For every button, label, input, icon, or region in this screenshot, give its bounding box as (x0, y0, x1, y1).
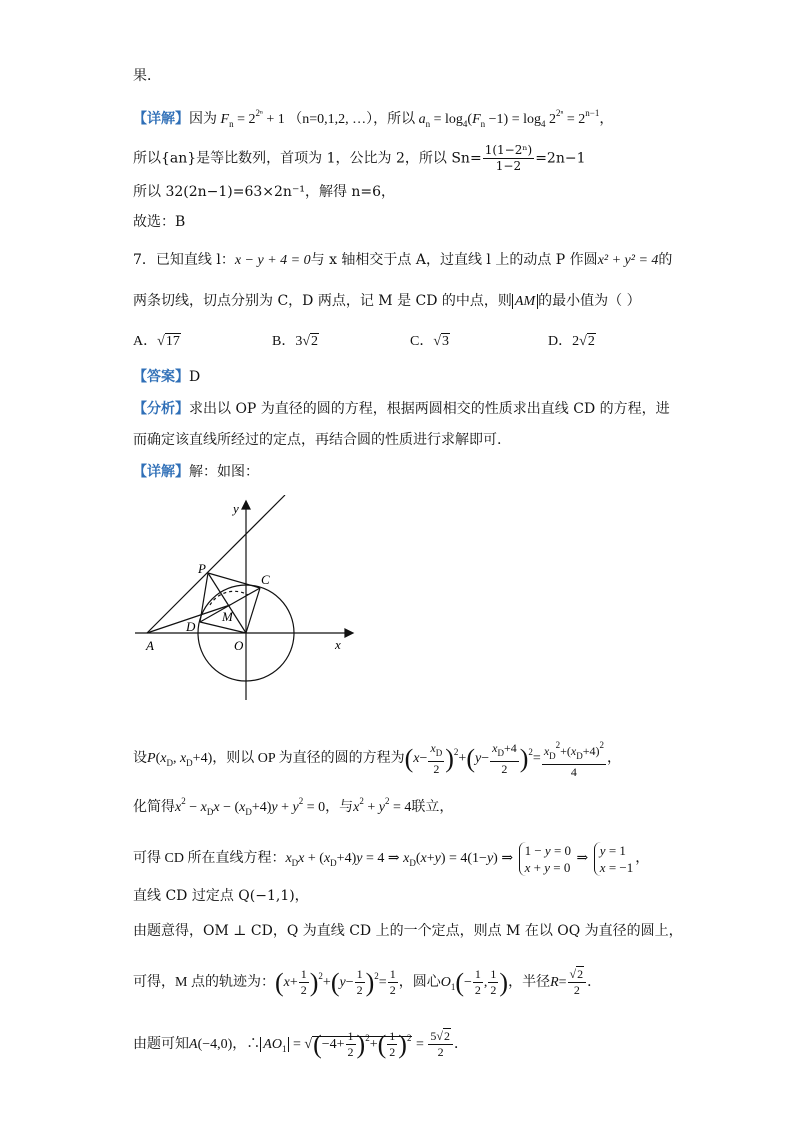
label-x: x (335, 637, 341, 652)
question-7: 7．已知直线 l：x − y + 4 = 0与 x 轴相交于点 A，过直线 l 上的动点 P 作圆x² + y² = 4的 (133, 252, 673, 268)
step-5: 由题意得，OM ⊥ CD，Q 为直线 CD 上的一个定点，则点 M 在以 OQ 为直径的圆上， (133, 923, 683, 939)
label-p: P (198, 561, 206, 576)
label-a: A (146, 638, 154, 653)
text-line: 果． (133, 68, 161, 84)
step-3: 可得 CD 所在直线方程：$x_Dx + (x_D+4)y = 4$ ⇒ $x_D(x+y) = 4(1-y)$ ⇒ 1 − y = 0 x + y = 0 ⇒ y = 1 x = −1， (133, 843, 650, 875)
option-a: A．√17 (133, 334, 180, 349)
text-line: 故选：B (133, 214, 186, 230)
x-axis-arrow (345, 629, 353, 637)
detail-head: 【详解】解：如图： (133, 464, 259, 480)
analysis-line: 【分析】求出以 OP 为直径的圆的方程，根据两圆相交的性质求出直线 CD 的方程，进 (133, 401, 670, 417)
label-y: y (233, 501, 239, 516)
question-7-line2: 两条切线，切点分别为 C，D 两点，记 M 是 CD 的中点，则 AM 的最小值为（ ） (133, 293, 641, 309)
detail-tag: 【详解】 (133, 112, 189, 127)
geometry-figure (130, 495, 360, 710)
step-4: 直线 CD 过定点 Q(−1,1)， (133, 888, 309, 904)
text-line: 所以 32(2n−1)=63×2n⁻¹，解得 n=6， (133, 184, 396, 200)
text-line: 所以{an}是等比数列，首项为 1，公比为 2，所以 Sn= $\frac{\text{1(1−2ⁿ)}}{1-2}$ =2n−1 (133, 143, 586, 173)
analysis-line-2: 而确定该直线所经过的定点，再结合圆的性质进行求解即可. (133, 432, 502, 448)
option-b: B．3√2 (272, 334, 319, 349)
answer-line: 【答案】D (133, 369, 201, 385)
step-2: 化简得$x^2 - x_Dx - (x_D+4)y + y^2 = 0$，与$x^2 + y^2 = 4$联立， (133, 796, 454, 817)
label-o: O (234, 638, 244, 653)
option-d: D．2√2 (548, 334, 595, 349)
label-d: D (186, 619, 196, 634)
option-c: C．√3 (410, 334, 450, 349)
step-6: 可得，M 点的轨迹为：(x+ $\frac{1}{2}$ )$^2$+(y− $\frac{1}{2}$ )$^2$= $\frac{1}{2}$ ，圆心$O_1(-$ $\frac{1}{2}$ , $\frac{1}{2}$ )，半径R= $\frac{√2}{2}$ ． (133, 967, 602, 998)
step-1: 设$P(x_D$, $x_D+4$)，则以 OP 为直径的圆的方程为(x− $\frac{x_D}{2}$ )$^2$+(y− $\frac{x_D+4}{2}$ )$^2$= $\frac{x_D^2+(x_D+4)^2}{4}$ ， (133, 740, 621, 779)
label-m: M (222, 609, 233, 624)
label-c: C (261, 572, 270, 587)
step-7: 由题可知A(−4,0)，∴ $AO_1 = √(-4+$ $\frac{1}{2}$ )$^2$+( $\frac{1}{2}$ )$^2$ = $\frac{5√2}{2}$ ． (133, 1029, 468, 1060)
detail-line: 【详解】因为 $F_n = 2^{2^n} + 1$ （n=0,1,2, …），所以 $a_n = \log_4(F_n -1) = \log_4 2^{2^n} = 2^{n-1}$， (133, 108, 614, 129)
y-axis-arrow (242, 501, 250, 509)
